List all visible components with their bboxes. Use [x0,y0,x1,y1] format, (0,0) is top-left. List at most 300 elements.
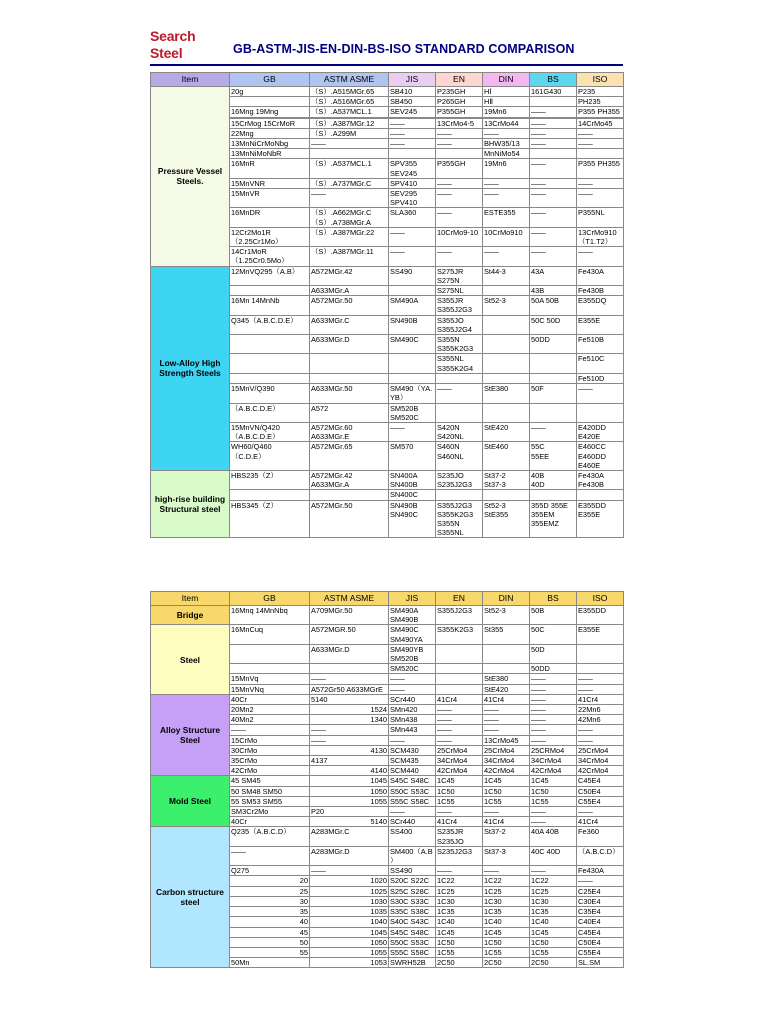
cell-iso: C45E4 [577,927,624,937]
cell-jis: S45C S48C [389,927,436,937]
cell-din: St52-3 [483,296,530,315]
cell-gb: Q275 [230,866,310,876]
logo-line-2: Steel [150,45,183,61]
cell-bs: 161G430 [530,87,577,97]
cell-bs: —— [530,705,577,715]
section-label-steel: Steel [151,625,230,694]
cell-iso: C35E4 [577,907,624,917]
cell-jis: —— [389,247,436,266]
cell-en: —— [436,725,483,735]
cell-bs: —— [530,817,577,827]
cell-astm: A633MGr.C [310,315,389,334]
cell-iso: E355DD [577,606,624,625]
cell-gb: 15CrMog 15CrMoR [230,118,310,128]
cell-din: 42CrMo4 [483,766,530,776]
cell-din: 1C40 [483,917,530,927]
cell-bs: 50C 50D [530,315,577,334]
cell-iso: —— [577,139,624,149]
cell-astm: （S）.A299M [310,128,389,138]
cell-gb: —— [230,725,310,735]
cell-din: StE460 [483,442,530,471]
cell-gb: 15MnVq [230,674,310,684]
cell-bs: 1C22 [530,876,577,886]
logo-line-1: Search [150,28,196,44]
cell-jis: SCM430 [389,745,436,755]
cell-iso: 14CrMo45 [577,118,624,128]
cell-din: BHW35/13 [483,139,530,149]
cell-en: —— [436,735,483,745]
cell-din: StE420 [483,422,530,441]
cell-jis: SWRH52B [389,958,436,968]
cell-gb: 50Mn [230,958,310,968]
cell-bs: 50D [530,644,577,663]
cell-astm: —— [310,735,389,745]
comparison-table-2 [150,591,624,968]
cell-din: HⅡ [483,97,530,107]
cell-iso: C55E4 [577,796,624,806]
cell-din: 1C55 [483,796,530,806]
cell-din: —— [483,715,530,725]
cell-en: S275JR S275N [436,266,483,285]
cell-jis: S55C S58C [389,947,436,957]
cell-en: 10CrMo9-10 [436,227,483,246]
cell-en: S355J2G3 S355K2G3 S355N S355NL [436,500,483,538]
cell-en: 1C35 [436,907,483,917]
cell-en: 1C50 [436,937,483,947]
cell-astm: A633MGr.A [310,286,389,296]
cell-bs [530,149,577,159]
cell-gb: 40 [230,917,310,927]
header-jis: JIS [389,73,436,87]
cell-bs: 355D 355E 355EM 355EMZ [530,500,577,538]
cell-din: 1C55 [483,947,530,957]
cell-gb: 45 SM45 [230,776,310,786]
cell-en: S420N S420NL [436,422,483,441]
cell-astm: 1040 [310,917,389,927]
cell-iso: C50E4 [577,937,624,947]
cell-iso: E420DD E420E [577,422,624,441]
table-row [151,470,624,489]
cell-jis: S50C S53C [389,937,436,947]
cell-gb: 15CrMo [230,735,310,745]
cell-astm: A633MGr.50 [310,384,389,403]
cell-iso: C50E4 [577,786,624,796]
cell-en: P265GH [436,97,483,107]
cell-gb: 22Mng [230,128,310,138]
header-iso: ISO [577,592,624,606]
cell-din: St37-2 St37-3 [483,470,530,489]
cell-din: StE380 [483,384,530,403]
cell-jis: —— [389,128,436,138]
cell-jis: S45C S48C [389,776,436,786]
cell-astm: 1020 [310,876,389,886]
cell-iso: —— [577,876,624,886]
cell-iso: P355NL [577,208,624,227]
cell-en [436,373,483,383]
cell-gb: 25 [230,886,310,896]
cell-din [483,373,530,383]
cell-din [483,335,530,354]
cell-din: StE380 [483,674,530,684]
cell-iso [577,403,624,422]
cell-din: 41Cr4 [483,694,530,704]
cell-en: S235J2G3 [436,846,483,865]
cell-en: 1C25 [436,886,483,896]
cell-gb [230,97,310,107]
cell-en [436,684,483,694]
cell-astm [310,664,389,674]
cell-iso: SL.SM [577,958,624,968]
cell-astm [310,373,389,383]
cell-iso: Fe510D [577,373,624,383]
cell-din [483,286,530,296]
cell-din: St52-3 StE355 [483,500,530,538]
cell-jis: SLA360 [389,208,436,227]
cell-iso: C40E4 [577,917,624,927]
cell-jis [389,354,436,373]
cell-iso: E355E [577,315,624,334]
cell-gb: 16MnR [230,159,310,178]
cell-jis: —— [389,118,436,128]
cell-astm: P20 [310,807,389,817]
section-label-bridge: Bridge [151,606,230,625]
cell-din: 1C45 [483,927,530,937]
cell-jis: —— [389,139,436,149]
table-header-row [151,73,624,87]
cell-astm: （S）.A387MGr.22 [310,227,389,246]
cell-bs: 25CRMo4 [530,745,577,755]
cell-din: 1C50 [483,786,530,796]
cell-en: 2C50 [436,958,483,968]
cell-jis: —— [389,807,436,817]
cell-astm: A633MGr.D [310,644,389,663]
cell-gb [230,490,310,500]
cell-gb [230,335,310,354]
cell-jis: SM520C [389,664,436,674]
cell-en: P355GH [436,107,483,117]
cell-gb: 15MnVR [230,189,310,208]
table-row [151,87,624,97]
cell-iso: （A.B.C.D） [577,846,624,865]
cell-bs: 1C50 [530,937,577,947]
cell-en [436,644,483,663]
cell-iso: C45E4 [577,776,624,786]
cell-bs: 1C40 [530,917,577,927]
cell-gb: Q345（A.B.C.D.E） [230,315,310,334]
cell-jis: SEV245 [389,107,436,117]
cell-astm: A572MGr.50 [310,296,389,315]
header-bs: BS [530,73,577,87]
cell-iso: —— [577,674,624,684]
cell-gb: 42CrMo [230,766,310,776]
cell-astm: 4130 [310,745,389,755]
cell-gb: 13MnNiMoNbR [230,149,310,159]
table-row [151,776,624,786]
cell-en: S355JO S355J2G4 [436,315,483,334]
cell-iso: P355 PH355 [577,159,624,178]
cell-en: —— [436,807,483,817]
cell-bs [530,97,577,107]
cell-gb: 16MnDR [230,208,310,227]
cell-jis: SPV410 [389,178,436,188]
cell-gb [230,644,310,663]
cell-din: —— [483,178,530,188]
cell-din [483,403,530,422]
cell-din: —— [483,866,530,876]
cell-iso: 41Cr4 [577,817,624,827]
cell-astm: A572MGr.42 A633MGr.A [310,470,389,489]
cell-bs: —— [530,735,577,745]
header-jis: JIS [389,592,436,606]
cell-din: St355 [483,625,530,644]
cell-iso: Fe360 [577,827,624,846]
cell-gb: 16Mng 19Mng [230,107,310,117]
cell-iso: P355 PH355 [577,107,624,117]
cell-astm: 4140 [310,766,389,776]
cell-bs: —— [530,208,577,227]
cell-jis: —— [389,227,436,246]
cell-jis: S20C S22C [389,876,436,886]
cell-iso: Fe510B [577,335,624,354]
cell-din: St52-3 [483,606,530,625]
cell-astm: 1050 [310,937,389,947]
cell-jis: —— [389,735,436,745]
cell-bs [530,403,577,422]
cell-iso: —— [577,684,624,694]
cell-bs: 1C35 [530,907,577,917]
cell-bs: 1C50 [530,786,577,796]
cell-gb [230,286,310,296]
cell-astm [310,490,389,500]
header-item: Item [151,73,230,87]
table-row [151,827,624,846]
cell-bs: —— [530,422,577,441]
cell-astm [310,354,389,373]
cell-gb: 20 [230,876,310,886]
cell-jis: SM490YB SM520B [389,644,436,663]
cell-jis: SM490C SM490YA [389,625,436,644]
cell-iso: —— [577,128,624,138]
cell-jis: SM490A SM490B [389,606,436,625]
cell-jis: SM490C [389,335,436,354]
cell-astm: 1524 [310,705,389,715]
table-1-body [151,87,624,538]
header-en: EN [436,592,483,606]
cell-astm: （S）.A737MGr.C [310,178,389,188]
cell-jis: SS400 [389,827,436,846]
cell-en: 1C45 [436,776,483,786]
cell-gb: 35CrMo [230,756,310,766]
cell-en: —— [436,189,483,208]
cell-astm: —— [310,866,389,876]
cell-gb: SM3Cr2Mo [230,807,310,817]
cell-gb: 50 [230,937,310,947]
cell-en: 25CrMo4 [436,745,483,755]
cell-astm: 1045 [310,776,389,786]
table-row [151,266,624,285]
cell-din [483,644,530,663]
cell-iso: 13CrMo910 （T1.T2） [577,227,624,246]
cell-bs: 2C50 [530,958,577,968]
cell-bs: —— [530,128,577,138]
cell-jis: S30C S33C [389,896,436,906]
cell-en: —— [436,705,483,715]
cell-astm: A572 [310,403,389,422]
table-row [151,606,624,625]
cell-gb: 40Cr [230,817,310,827]
cell-gb: 16Mn 14MnNb [230,296,310,315]
cell-astm: —— [310,189,389,208]
cell-gb: 30 [230,896,310,906]
cell-en: 1C50 [436,786,483,796]
cell-jis: —— [389,684,436,694]
cell-iso: C30E4 [577,896,624,906]
cell-din: ESTE355 [483,208,530,227]
cell-en: 1C55 [436,947,483,957]
cell-din: St37-3 [483,846,530,865]
cell-jis [389,286,436,296]
cell-gb: 14Cr1MoR （1.25Cr0.5Mo） [230,247,310,266]
cell-iso: C25E4 [577,886,624,896]
cell-jis: SM490（YA. YB） [389,384,436,403]
cell-bs: 50A 50B [530,296,577,315]
cell-iso: E355DD E355E [577,500,624,538]
cell-en: S355NL S355K2G4 [436,354,483,373]
cell-jis [389,149,436,159]
cell-en [436,490,483,500]
cell-gb [230,664,310,674]
cell-gb: —— [230,846,310,865]
search-steel-logo [150,28,202,62]
cell-en: —— [436,208,483,227]
header-astm: ASTM ASME [310,592,389,606]
cell-astm: 5140 [310,817,389,827]
cell-bs: 43B [530,286,577,296]
comparison-table-1 [150,72,624,538]
cell-bs: 50DD [530,335,577,354]
cell-jis: SCM435 [389,756,436,766]
cell-iso: Fe430A [577,866,624,876]
cell-astm: A572MGR.50 [310,625,389,644]
header-din: DIN [483,592,530,606]
cell-bs: —— [530,715,577,725]
cell-astm: 1053 [310,958,389,968]
cell-astm: （S）.A662MGr.C （S）.A738MGr.A [310,208,389,227]
cell-astm: （S）.A516MGr.65 [310,97,389,107]
cell-en: 41Cr4 [436,694,483,704]
cell-en: S355J2G3 [436,606,483,625]
cell-en: 13CrMo4-5 [436,118,483,128]
cell-bs: —— [530,247,577,266]
cell-iso: —— [577,725,624,735]
cell-iso: 25CrMo4 [577,745,624,755]
cell-bs: 50B [530,606,577,625]
cell-jis: S50C S53C [389,786,436,796]
cell-astm: （S）.A387MGr.12 [310,118,389,128]
cell-jis: S55C S58C [389,796,436,806]
cell-iso: —— [577,807,624,817]
cell-astm: A572MGr.60 A633MGr.E [310,422,389,441]
cell-jis: —— [389,674,436,684]
header-item: Item [151,592,230,606]
cell-bs: 40C 40D [530,846,577,865]
cell-astm: A633MGr.D [310,335,389,354]
cell-iso: E355E [577,625,624,644]
cell-en: S235JO S235J2G3 [436,470,483,489]
cell-din: —— [483,128,530,138]
cell-gb [230,373,310,383]
header-bs: BS [530,592,577,606]
cell-bs: 42CrMo4 [530,766,577,776]
cell-din: 1C35 [483,907,530,917]
table-row [151,694,624,704]
cell-en: —— [436,866,483,876]
cell-en: 34CrMo4 [436,756,483,766]
cell-iso [577,644,624,663]
cell-bs: —— [530,189,577,208]
cell-en: 42CrMo4 [436,766,483,776]
cell-en: —— [436,139,483,149]
cell-din: —— [483,189,530,208]
cell-bs: 1C30 [530,896,577,906]
cell-bs: —— [530,178,577,188]
cell-en [436,403,483,422]
cell-en [436,664,483,674]
cell-iso: 42Mn6 [577,715,624,725]
cell-iso: Fe430A Fe430B [577,470,624,489]
cell-astm: 1035 [310,907,389,917]
cell-jis: SM570 [389,442,436,471]
cell-iso [577,664,624,674]
cell-bs: —— [530,694,577,704]
cell-jis: S25C S28C [389,886,436,896]
table-row [151,625,624,644]
cell-jis: SB450 [389,97,436,107]
cell-iso: Fe430B [577,286,624,296]
cell-bs: —— [530,159,577,178]
cell-iso: 22Mn6 [577,705,624,715]
cell-jis: SS490 [389,266,436,285]
cell-din: —— [483,705,530,715]
cell-jis: SCr440 [389,817,436,827]
cell-bs [530,490,577,500]
cell-din: 1C30 [483,896,530,906]
cell-gb: 20Mn2 [230,705,310,715]
cell-astm: 1045 [310,927,389,937]
cell-iso: PH235 [577,97,624,107]
cell-din: 1C22 [483,876,530,886]
cell-din: 19Mn6 [483,107,530,117]
cell-bs: 50F [530,384,577,403]
cell-en: —— [436,384,483,403]
cell-din: 34CrMo4 [483,756,530,766]
cell-din: 2C50 [483,958,530,968]
cell-din: 41Cr4 [483,817,530,827]
cell-astm: 1030 [310,896,389,906]
cell-din: —— [483,807,530,817]
cell-bs: 1C25 [530,886,577,896]
cell-jis: S40C S43C [389,917,436,927]
cell-gb: 45 [230,927,310,937]
cell-astm: A572Gr50 A633MGrE [310,684,389,694]
cell-jis: SCM440 [389,766,436,776]
cell-din: St37-2 [483,827,530,846]
cell-jis: SMn420 [389,705,436,715]
cell-iso: C55E4 [577,947,624,957]
cell-iso [577,490,624,500]
header-gb: GB [230,592,310,606]
cell-gb: HBS345（Z） [230,500,310,538]
